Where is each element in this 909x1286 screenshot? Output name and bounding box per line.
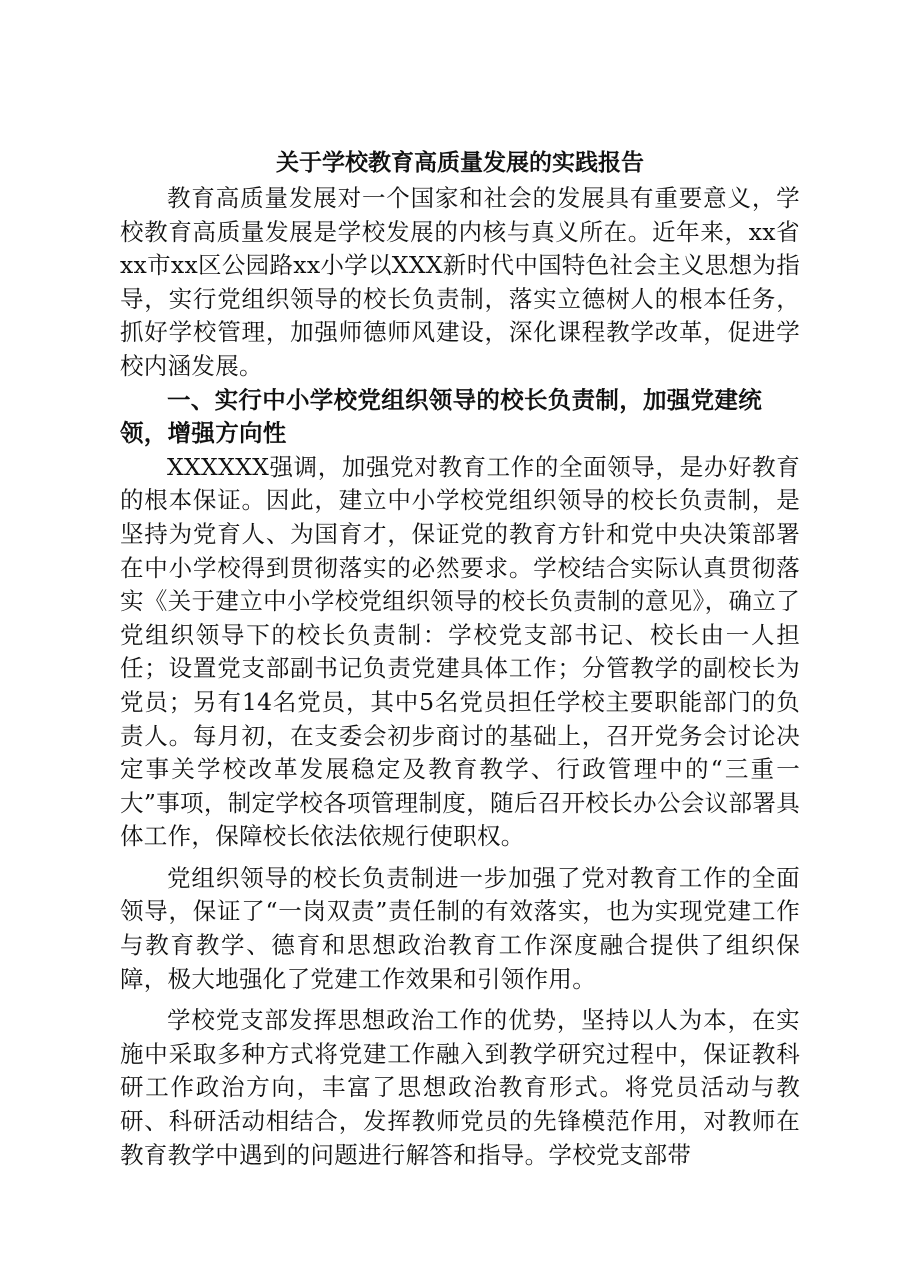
body-paragraph-2: 党组织领导的校长负责制进一步加强了党对教育工作的全面领导，保证了“一岗双责”责任制的有效落实，也为实现党建工作与教育教学、德育和思想政治教育工作深度融合提供了组织保障，极大地强化了党建工作效果和引领作用。 — [120, 863, 800, 993]
body-paragraph-3: 学校党支部发挥思想政治工作的优势，坚持以人为本，在实施中采取多种方式将党建工作融入到教学研究过程中，保证教科研工作政治方向，丰富了思想政治教育形式。将党员活动与教研、科研活动相结合，发挥教师党员的先锋模范作用，对教师在教育教学中遇到的问题进行解答和指导。学校党支部带 — [120, 1006, 800, 1169]
document-body — [120, 146, 800, 1172]
section-heading-1: 一、实行中小学校党组织领导的校长负责制，加强党建统领，增强方向性 — [120, 385, 762, 448]
document-title: 关于学校教育高质量发展的实践报告 — [276, 150, 644, 176]
intro-paragraph: 教育高质量发展对一个国家和社会的发展具有重要意义，学校教育高质量发展是学校发展的内核与真义所在。近年来，xx省xx市xx区公园路xx小学以XXX新时代中国特色社会主义思想为指导，实行党组织领导的校长负责制，落实立德树人的根本任务，抓好学校管理，加强师德师风建设，深化课程教学改革，促进学校内涵发展。 — [120, 184, 800, 380]
body-paragraph-1: XXXXXX强调，加强党对教育工作的全面领导，是办好教育的根本保证。因此，建立中小学校党组织领导的校长负责制，是坚持为党育人、为国育才，保证党的教育方针和党中央决策部署在中小学校得到贯彻落实的必然要求。学校结合实际认真贯彻落实《关于建立中小学校党组织领导的校长负责制的意见》，确立了党组织领导下的校长负责制：学校党支部书记、校长由一人担任；设置党支部副书记负责党建具体工作；分管教学的副校长为党员；另有14名党员，其中5名党员担任学校主要职能部门的负责人。每月初，在支委会初步商讨的基础上，召开党务会讨论决定事关学校改革发展稳定及教育教学、行政管理中的“三重一大”事项，制定学校各项管理制度，随后召开校长办公会议部署具体工作，保障校长依法依规行使职权。 — [120, 452, 800, 851]
